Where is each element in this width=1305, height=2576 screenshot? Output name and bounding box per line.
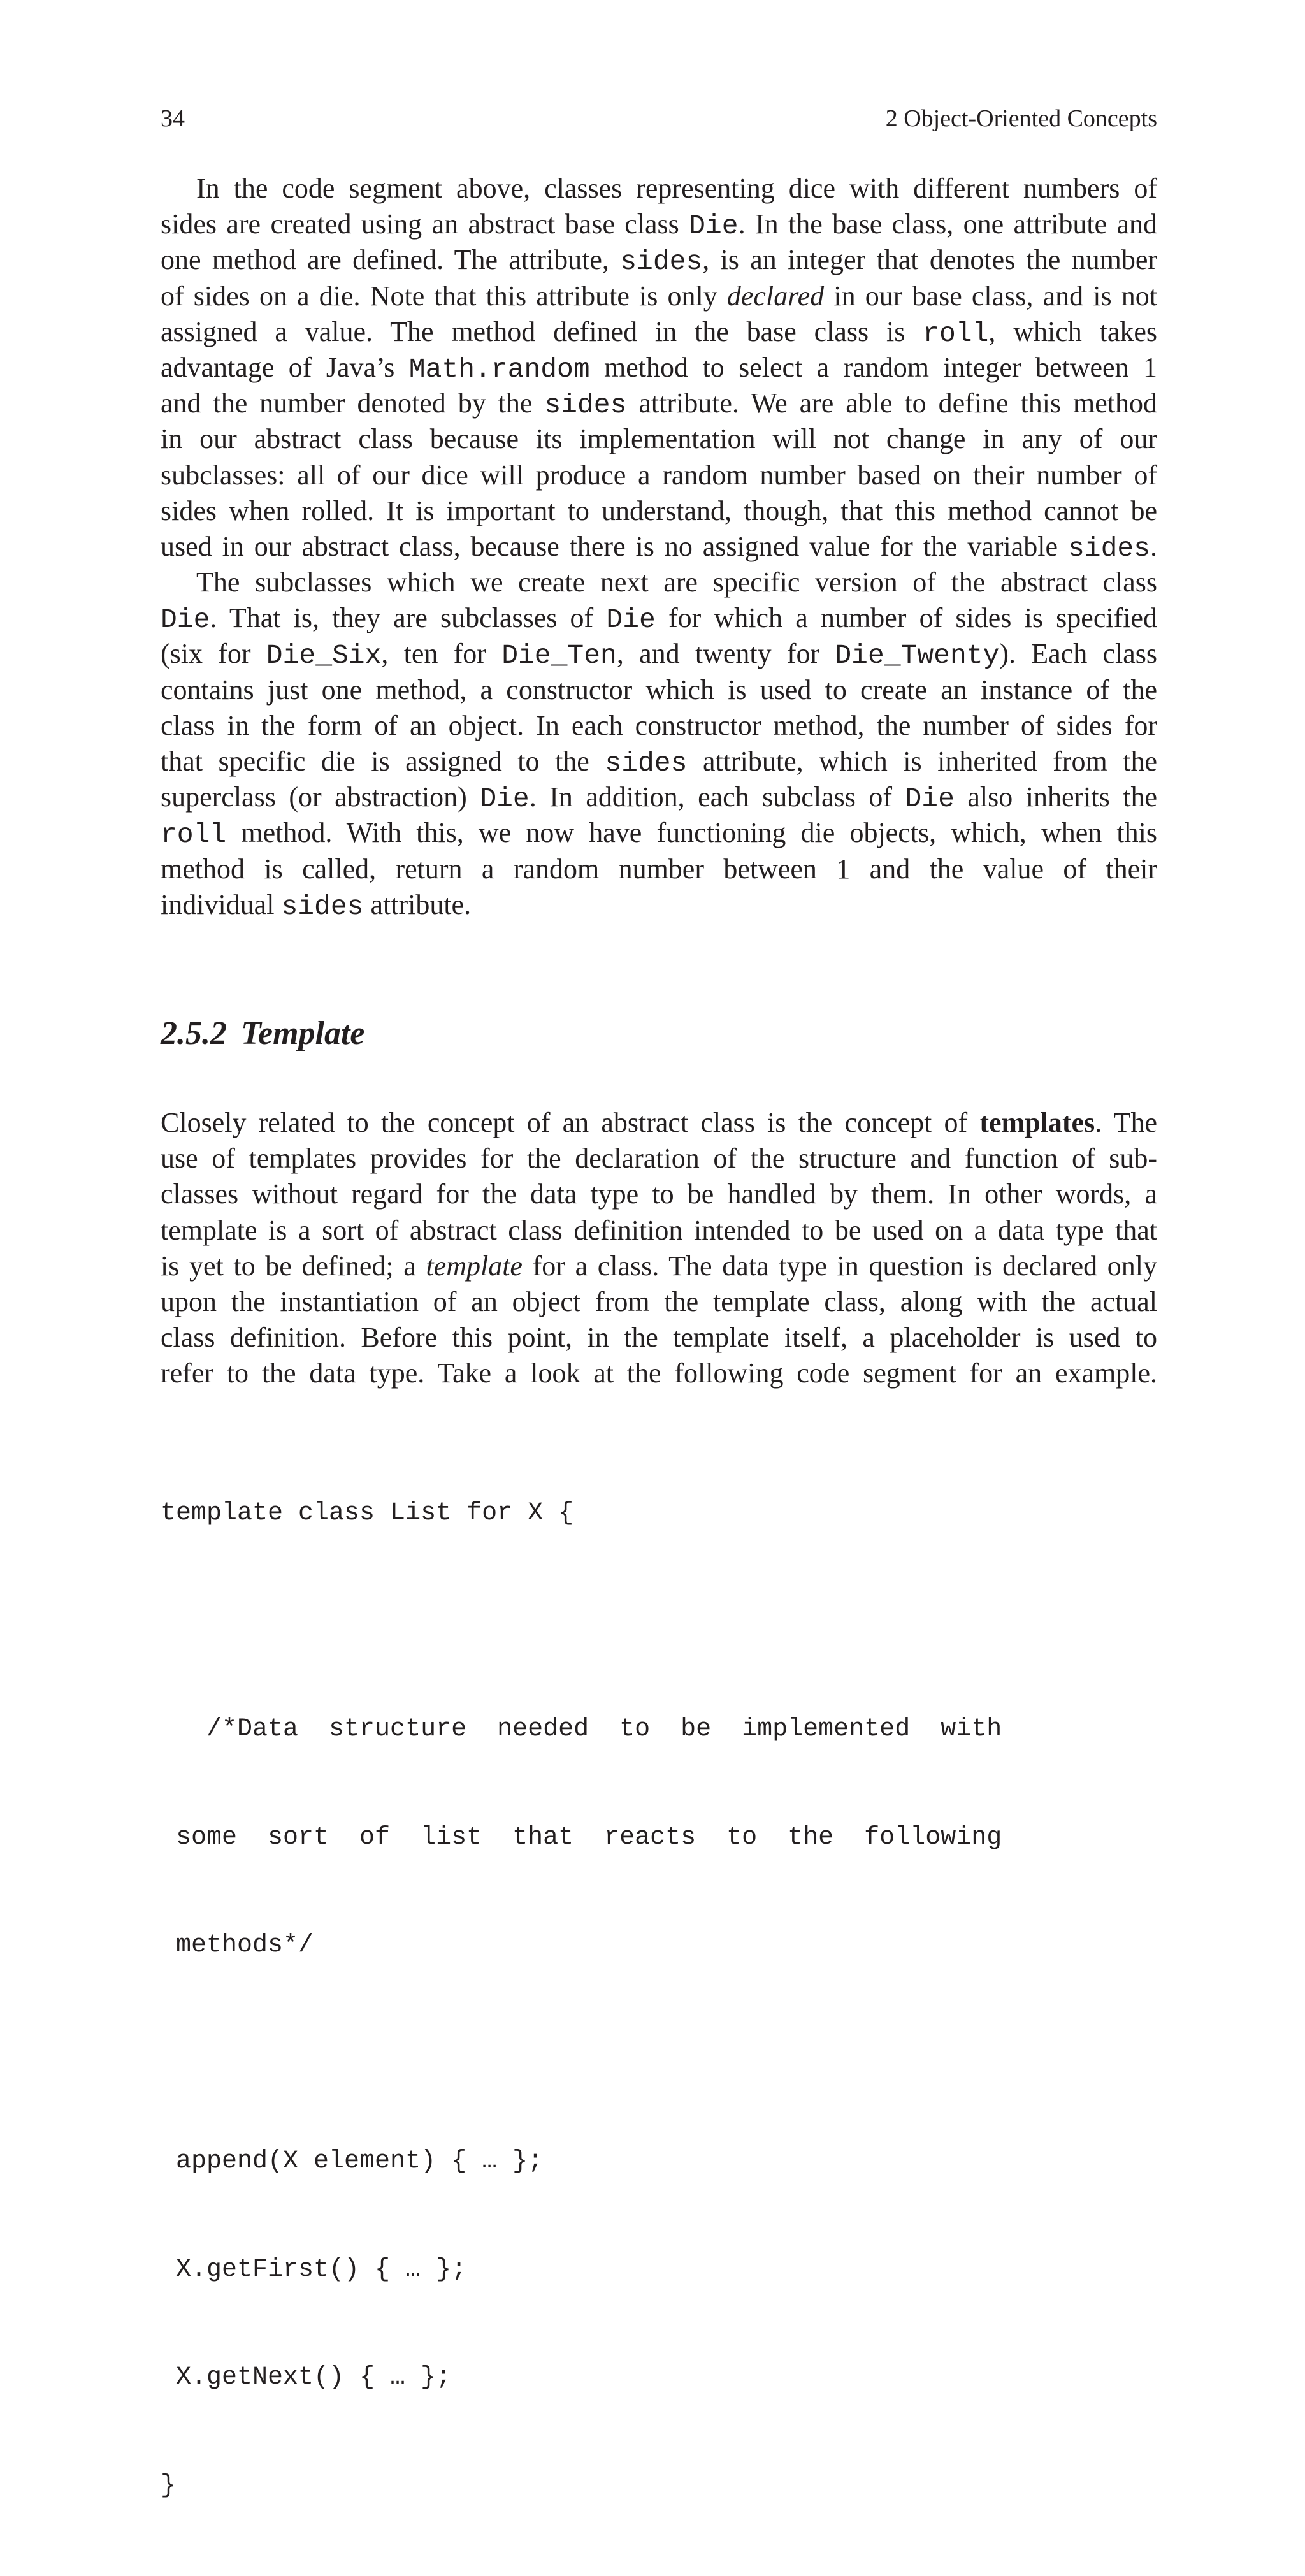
paragraph-dice-classes	[161, 171, 1157, 565]
code-line: methods*/	[161, 1931, 314, 1960]
text-line: used in our abstract class, because there is no assigned value for the variable sides.	[161, 530, 1157, 564]
code-line: }	[161, 2471, 177, 2500]
text-line: Closely related to the concept of an abstract class is the concept of templates. The	[161, 1107, 1157, 1138]
text-line: roll method. With this, we now have functioning die objects, which, when this	[161, 817, 1157, 851]
text-line: sides are created using an abstract base class Die. In the base class, one attribute and	[161, 208, 1157, 242]
running-head	[161, 105, 1157, 136]
text-line: individual sides attribute.	[161, 888, 472, 922]
section-title: Template	[241, 1015, 365, 1052]
code-line	[161, 2036, 1157, 2073]
text-line: The subclasses which we create next are specific version of the abstract class	[196, 567, 1157, 598]
code-line	[161, 1604, 1157, 1640]
text-line: method is called, return a random number between 1 and the value of their	[161, 853, 1157, 885]
text-line: assigned a value. The method defined in the base class is roll, which takes	[161, 315, 1158, 349]
text-line: is yet to be defined; a template for a class. The data type in question is declared only	[161, 1250, 1158, 1282]
code-line: X.getNext() { … };	[161, 2363, 452, 2392]
code-line: template class List for X {	[161, 1499, 574, 1528]
text-line: superclass (or abstraction) Die. In addition, each subclass of Die also inherits the	[161, 781, 1158, 815]
text-line: class definition. Before this point, in the template itself, a placeholder is used to	[161, 1322, 1157, 1354]
code-line: append(X element) { … };	[161, 2147, 544, 2176]
text-line: subclasses: all of our dice will produce a random number based on their number of	[161, 459, 1157, 491]
text-line: (six for Die_Six, ten for Die_Ten, and twenty for Die_Twenty). Each class	[161, 638, 1157, 672]
text-line: contains just one method, a constructor which is used to create an instance of the	[161, 674, 1157, 706]
text-line: class in the form of an object. In each constructor method, the number of sides for	[161, 709, 1157, 741]
text-line: classes without regard for the data type to be handled by them. In other words, a	[161, 1178, 1157, 1210]
text-line: in our abstract class because its implementation will not change in any of our	[161, 423, 1157, 455]
section-heading	[161, 1015, 365, 1052]
chapter-title: 2 Object-Oriented Concepts	[885, 105, 1157, 132]
text-line: refer to the data type. Take a look at the following code segment for an example.	[161, 1357, 1157, 1389]
text-line: one method are defined. The attribute, sides, is an integer that denotes the number	[161, 244, 1158, 278]
page-number: 34	[161, 105, 185, 132]
text-line: of sides on a die. Note that this attribute is only declared in our base class, and is not	[161, 280, 1157, 312]
text-line: template is a sort of abstract class definition intended to be used on a data type that	[161, 1214, 1157, 1246]
code-line: some sort of list that reacts to the following	[161, 1823, 1002, 1852]
text-line: sides when rolled. It is important to understand, though, that this method cannot be	[161, 495, 1157, 526]
text-line: Die. That is, they are subclasses of Die for which a number of sides is specified	[161, 602, 1157, 636]
section-number: 2.5.2	[161, 1015, 227, 1052]
text-line: that specific die is assigned to the sides attribute, which is inherited from the	[161, 745, 1157, 779]
text-line: use of templates provides for the declaration of the structure and function of sub-	[161, 1143, 1157, 1175]
text-line: advantage of Java’s Math.random method to select a random integer between 1	[161, 351, 1158, 385]
paragraph-templates	[161, 1105, 1157, 1392]
text-line: In the code segment above, classes representing dice with different numbers of	[196, 173, 1157, 204]
text-line: upon the instantiation of an object from the template class, along with the actual	[161, 1285, 1157, 1317]
code-line: X.getFirst() { … };	[161, 2255, 467, 2284]
code-block	[161, 1424, 1157, 2576]
code-line: /*Data structure needed to be implemented with	[161, 1715, 1002, 1744]
text-line: and the number denoted by the sides attribute. We are able to define this method	[161, 387, 1157, 421]
paragraph-subclasses	[161, 565, 1157, 923]
